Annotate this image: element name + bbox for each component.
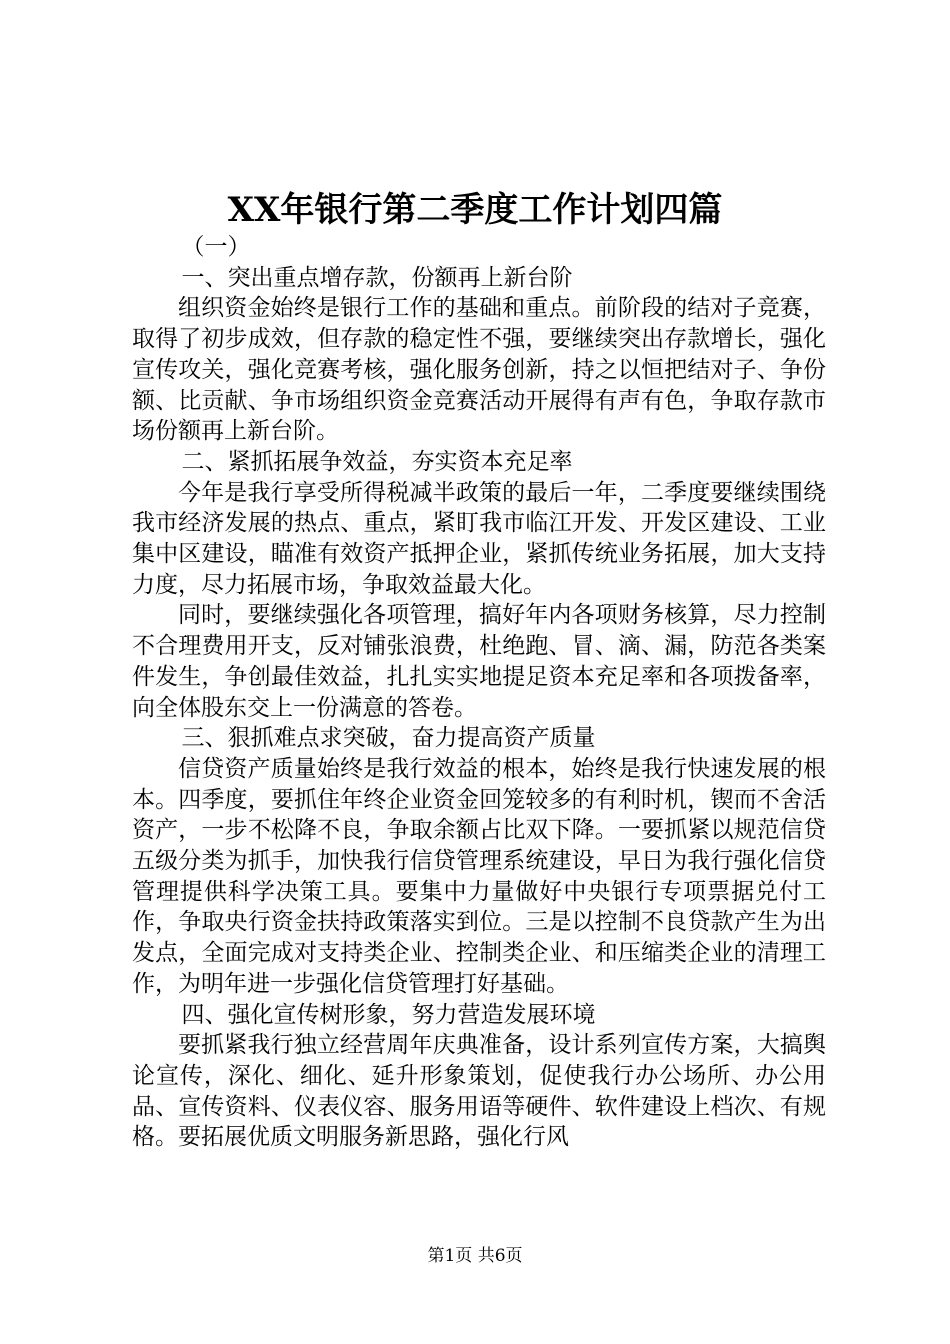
paragraph: 要抓紧我行独立经营周年庆典准备，设计系列宣传方案，大搞舆论宣传，深化、细化、延升形象策划，促使我行办公场所、办公用品、宣传资料、仪表仪容、服务用语等硬件、软件建设上档次、有规格。要拓展优质文明服务新思路，强化行风 xyxy=(132,1032,826,1151)
section-marker: （一） xyxy=(181,234,251,260)
paragraph: 同时，要继续强化各项管理，搞好年内各项财务核算，尽力控制不合理费用开支，反对铺张浪费，杜绝跑、冒、滴、漏，防范各类案件发生，争创最佳效益，扎扎实实地提足资本充足率和各项拨备率，向全体股东交上一份满意的答卷。 xyxy=(132,602,826,721)
section-heading: 一、突出重点增存款，份额再上新台阶 xyxy=(181,264,573,291)
section-heading: 四、强化宣传树形象，努力营造发展环境 xyxy=(181,1001,596,1028)
section-heading: 三、狠抓难点求突破，奋力提高资产质量 xyxy=(181,725,596,752)
section-heading: 二、紧抓拓展争效益，夯实资本充足率 xyxy=(181,448,573,475)
document-title: XX年银行第二季度工作计划四篇 xyxy=(227,190,723,230)
paragraph: 今年是我行享受所得税减半政策的最后一年，二季度要继续围绕我市经济发展的热点、重点，紧盯我市临江开发、开发区建设、工业集中区建设，瞄准有效资产抵押企业，紧抓传统业务拓展，加大支持力度，尽力拓展市场，争取效益最大化。 xyxy=(132,479,826,598)
document-body xyxy=(132,232,826,1153)
paragraph: 组织资金始终是银行工作的基础和重点。前阶段的结对子竞赛，取得了初步成效，但存款的稳定性不强，要继续突出存款增长，强化宣传攻关，强化竞赛考核，强化服务创新，持之以恒把结对子、争份额、比贡献、争市场组织资金竞赛活动开展得有声有色，争取存款市场份额再上新台阶。 xyxy=(132,295,826,445)
page-number-footer: 第1页 共6页 xyxy=(427,1246,523,1266)
paragraph: 信贷资产质量始终是我行效益的根本，始终是我行快速发展的根本。四季度，要抓住年终企业资金回笼较多的有利时机，锲而不舍活资产，一步不松降不良，争取余额占比双下降。一要抓紧以规范信贷五级分类为抓手，加快我行信贷管理系统建设，早日为我行强化信贷管理提供科学决策工具。要集中力量做好中央银行专项票据兑付工作，争取央行资金扶持政策落实到位。三是以控制不良贷款产生为出发点，全面完成对支持类企业、控制类企业、和压缩类企业的清理工作，为明年进一步强化信贷管理打好基础。 xyxy=(132,755,826,997)
